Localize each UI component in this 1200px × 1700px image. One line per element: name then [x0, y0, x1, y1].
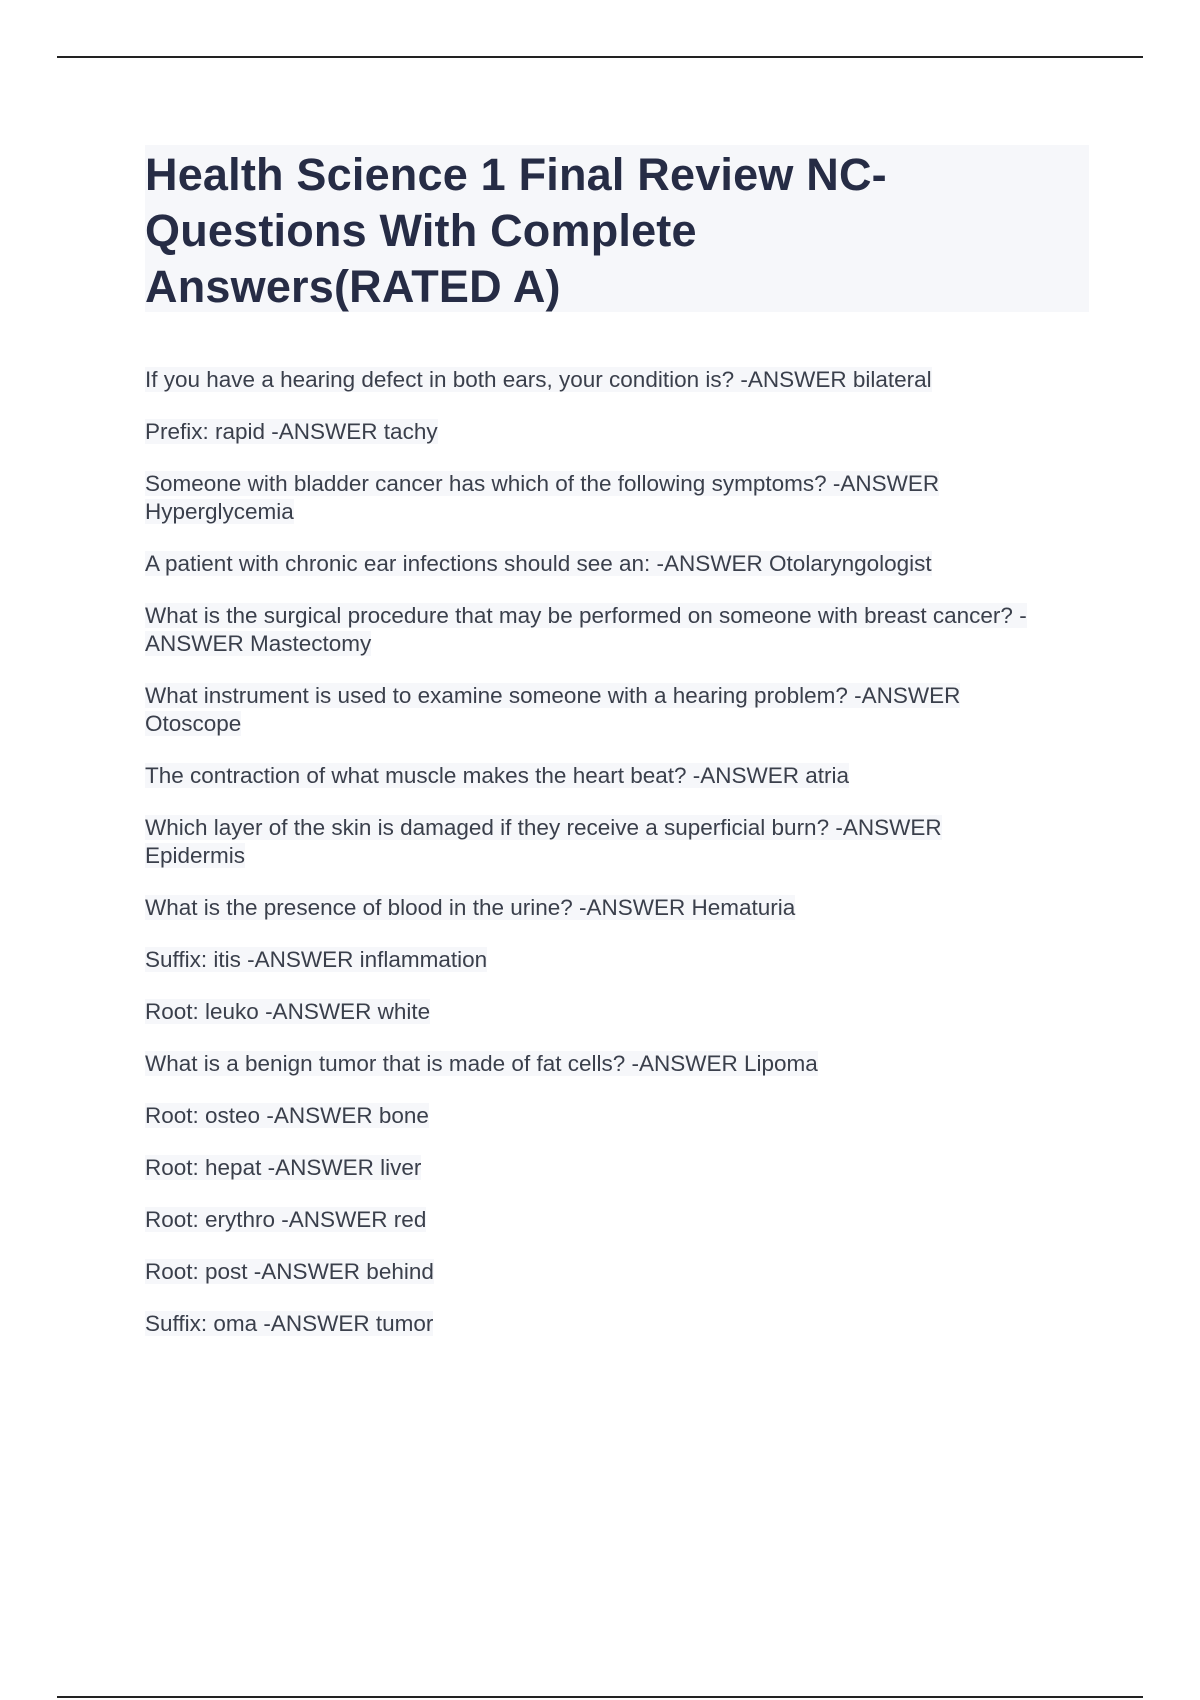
qa-list: [145, 366, 1095, 1362]
qa-item: [145, 946, 1095, 974]
qa-item: [145, 1154, 1095, 1182]
bottom-divider: [57, 1696, 1143, 1698]
qa-text: Suffix: itis -ANSWER inflammation: [145, 947, 488, 972]
qa-text: What instrument is used to examine someone with a hearing problem? -ANSWER Otoscope: [145, 683, 961, 736]
qa-text: Suffix: oma -ANSWER tumor: [145, 1311, 434, 1336]
qa-item: [145, 1206, 1095, 1234]
qa-text: Root: erythro -ANSWER red: [145, 1207, 427, 1232]
qa-item: [145, 894, 1095, 922]
qa-item: [145, 1102, 1095, 1130]
qa-text: Someone with bladder cancer has which of the following symptoms? -ANSWER Hyperglycemia: [145, 471, 940, 524]
qa-text: Root: hepat -ANSWER liver: [145, 1155, 422, 1180]
qa-item: [145, 366, 1095, 394]
qa-item: [145, 1050, 1095, 1078]
qa-text: Root: post -ANSWER behind: [145, 1259, 434, 1284]
qa-item: [145, 418, 1095, 446]
qa-text: Root: leuko -ANSWER white: [145, 999, 431, 1024]
qa-text: The contraction of what muscle makes the heart beat? -ANSWER atria: [145, 763, 850, 788]
qa-item: [145, 470, 1005, 526]
qa-item: [145, 814, 1005, 870]
qa-text: Which layer of the skin is damaged if they receive a superficial burn? -ANSWER Epidermis: [145, 815, 942, 868]
document-title: Health Science 1 Final Review NC-Questions With Complete Answers(RATED A): [145, 149, 887, 312]
qa-text: What is a benign tumor that is made of fat cells? -ANSWER Lipoma: [145, 1051, 818, 1076]
qa-text: A patient with chronic ear infections should see an: -ANSWER Otolaryngologist: [145, 551, 932, 576]
qa-item: [145, 998, 1095, 1026]
qa-item: [145, 1310, 1095, 1338]
qa-text: Prefix: rapid -ANSWER tachy: [145, 419, 438, 444]
qa-item: [145, 682, 1025, 738]
qa-text: Root: osteo -ANSWER bone: [145, 1103, 429, 1128]
qa-item: [145, 602, 1095, 658]
top-divider: [57, 56, 1143, 58]
title-block: [145, 145, 1089, 312]
qa-text: What is the presence of blood in the urine? -ANSWER Hematuria: [145, 895, 796, 920]
qa-text: If you have a hearing defect in both ears, your condition is? -ANSWER bilateral: [145, 367, 932, 392]
qa-text: What is the surgical procedure that may be performed on someone with breast cancer? -ANSWER Mastectomy: [145, 603, 1027, 656]
qa-item: [145, 550, 1095, 578]
qa-item: [145, 762, 1095, 790]
qa-item: [145, 1258, 1095, 1286]
